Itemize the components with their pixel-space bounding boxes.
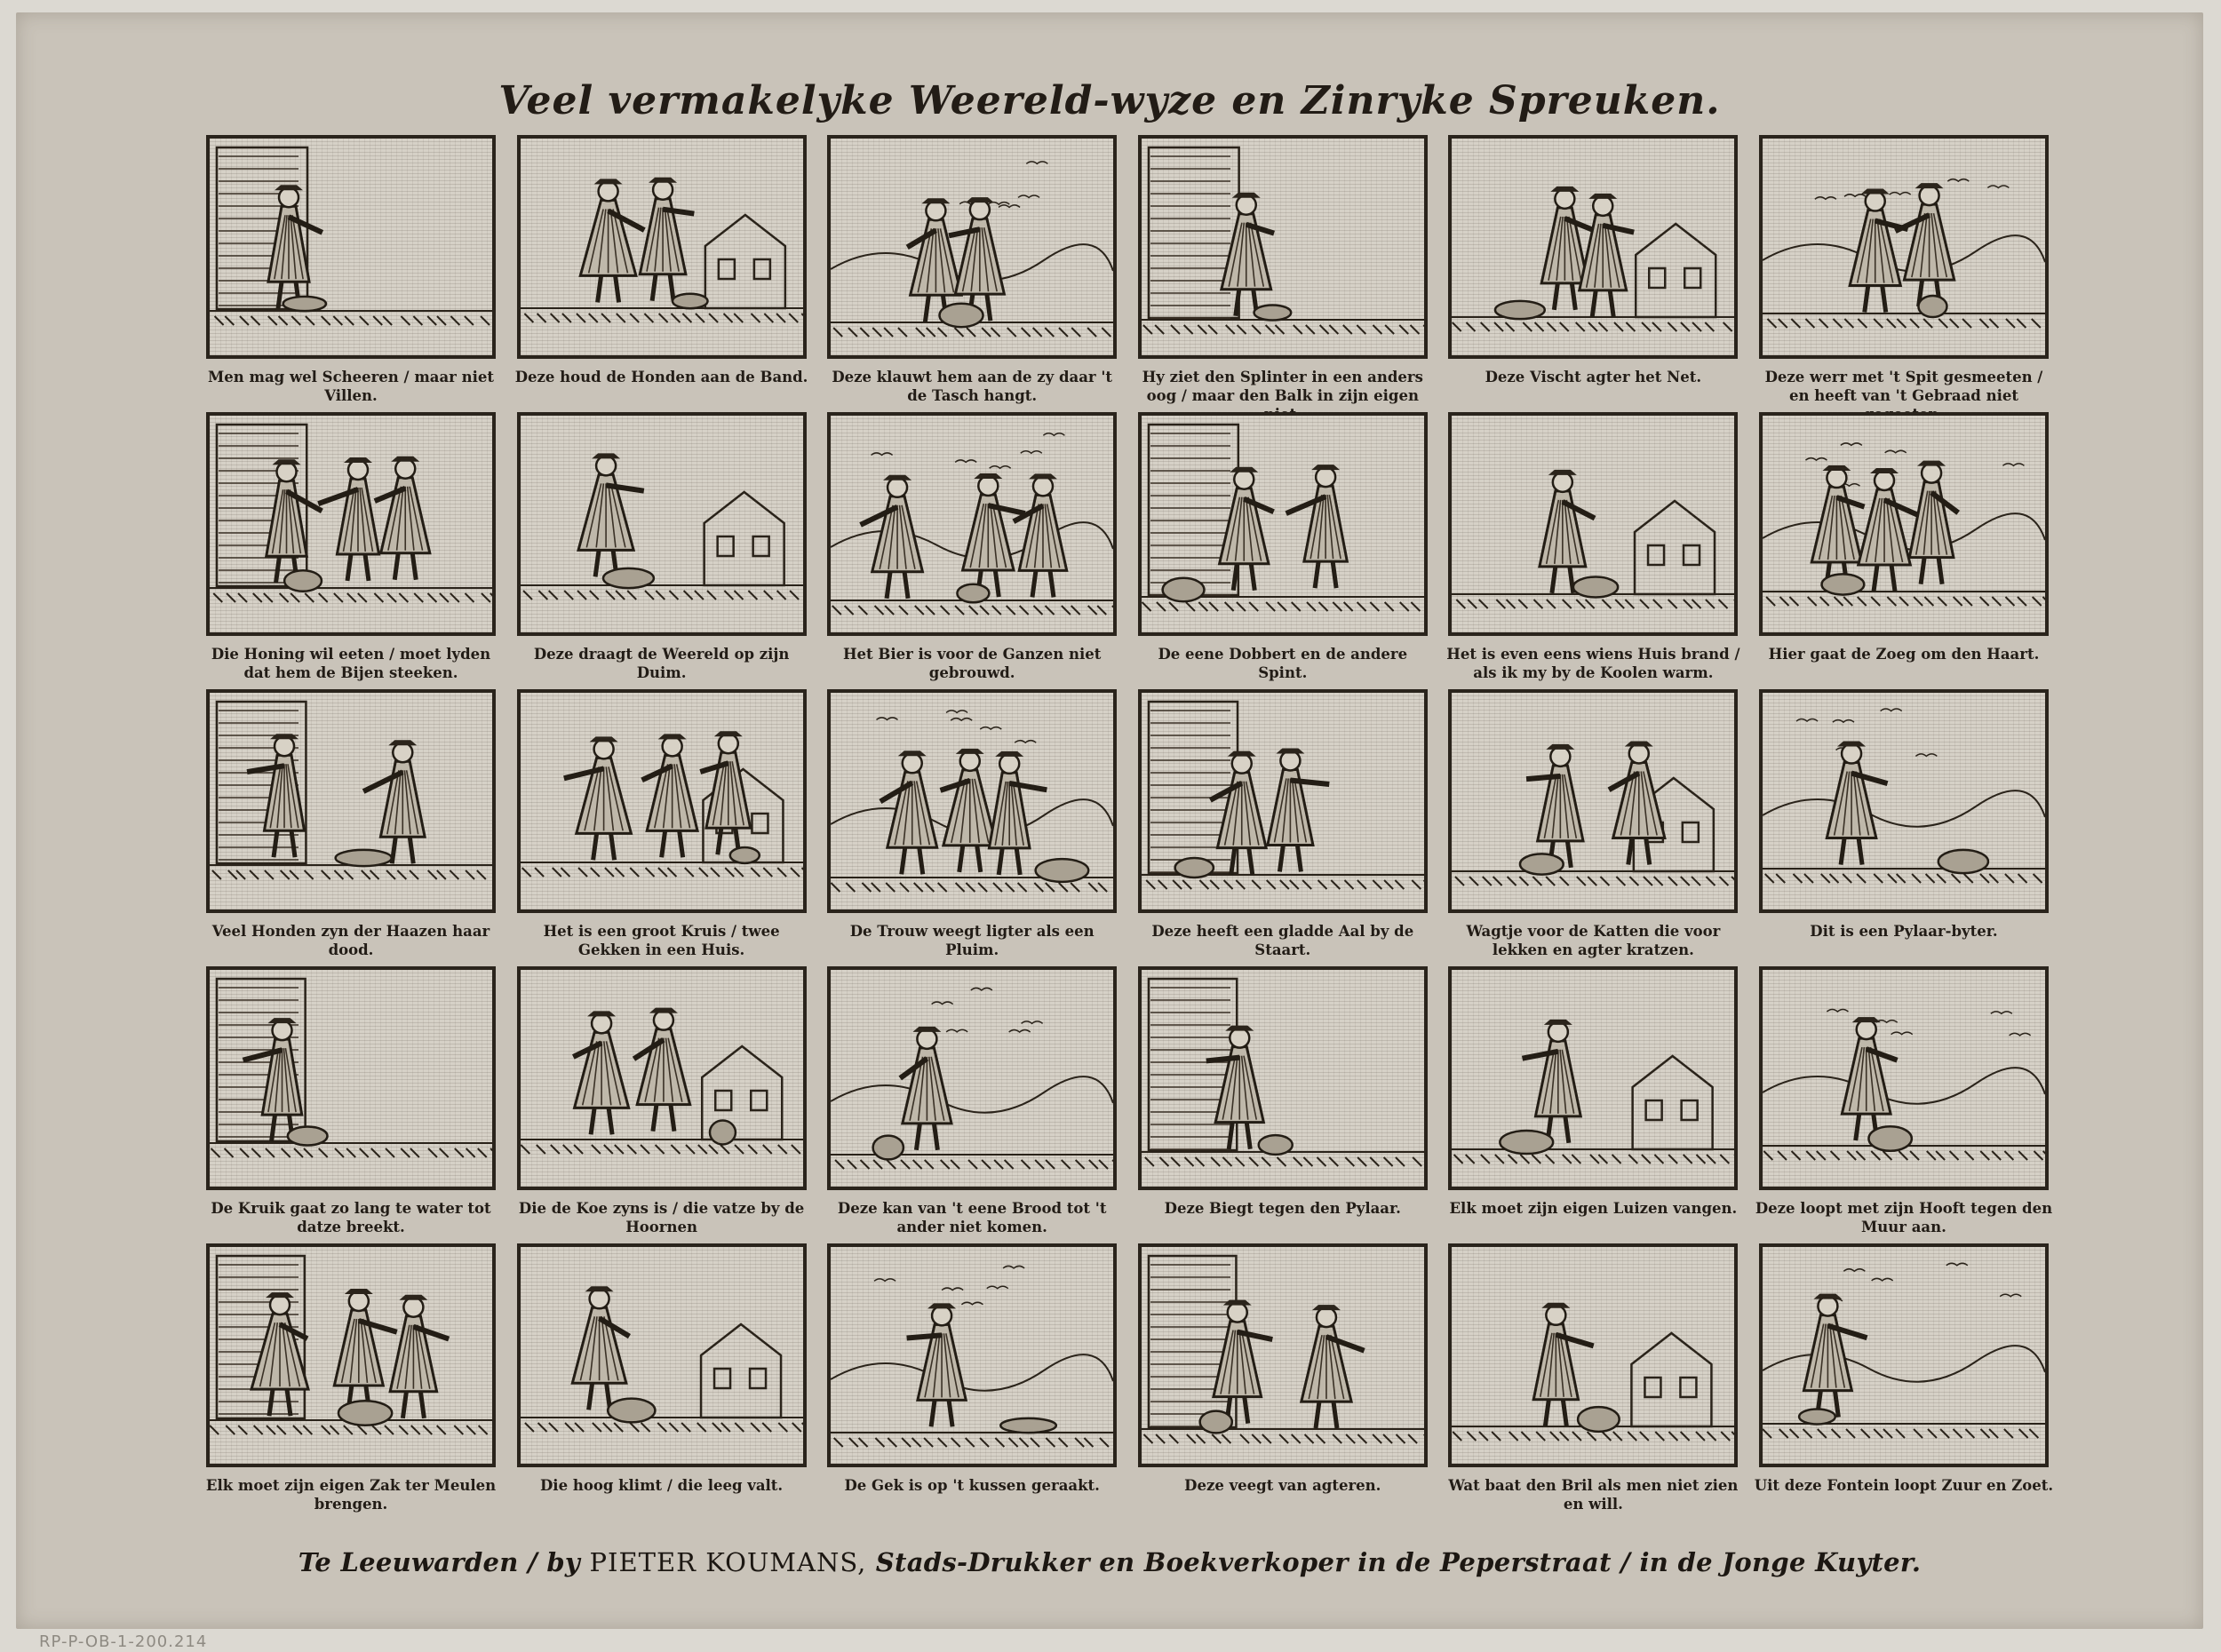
proverb-caption: Die Honing wil eeten / moet lyden dat hem de Bijen steeken. [211,646,491,681]
proverb-cell [517,412,807,689]
proverb-caption: Elk moet zijn eigen Zak ter Meulen brengen. [205,1477,497,1513]
woodcut-shearing-sheep [210,139,492,355]
proverb-cell [827,966,1117,1243]
proverb-caption: Die hoog klimt / die leeg valt. [540,1477,784,1494]
woodcut-illustration [1448,1243,1738,1467]
woodcut-spectacles [1452,1247,1734,1464]
proverb-cell [514,135,808,412]
imprint-printer-name: PIETER KOUMANS, [589,1547,867,1577]
proverb-cell [206,1243,496,1521]
woodcut-illustration [206,689,496,913]
proverb-cell [1759,135,2049,412]
woodcut-illustration [1138,1243,1428,1467]
woodcut-illustration [206,1243,496,1467]
woodcut-illustration [517,135,807,359]
woodcut-fool-on-cushion [831,1247,1113,1464]
woodcut-dogs-on-leash [521,139,803,355]
woodcut-illustration [1138,689,1428,913]
imprint-place: Te Leeuwarden / by [298,1547,581,1577]
woodcut-illustration [517,412,807,636]
woodcut-burning-house [1452,416,1734,632]
woodcut-broken-jug [210,970,492,1187]
inventory-number: RP-P-OB-1-200.214 [39,1632,208,1651]
proverb-caption: Het Bier is voor de Ganzen niet gebrouwd. [842,646,1102,681]
proverb-cell [1448,412,1738,689]
woodcut-scales-feather [831,693,1113,909]
proverb-cell [827,135,1117,412]
woodcut-illustration [827,966,1117,1190]
woodcut-illustration [1138,966,1428,1190]
proverb-grid [205,135,2054,1521]
proverb-caption: Het is een groot Kruis / twee Gekken in een Huis. [543,923,780,958]
imprint-address: Stads-Drukker en Boekverkoper in de Peperstraat / in de Jonge Kuyter. [875,1547,1922,1577]
woodcut-spinning-women [1142,416,1424,632]
proverb-cell [827,689,1117,966]
proverb-caption: Deze heeft een gladde Aal by de Staart. [1151,923,1414,958]
proverb-cell [1448,135,1738,412]
woodcut-illustration [517,966,807,1190]
proverb-cell [517,689,807,966]
page-title: Veel vermakelyke Weereld-wyze en Zinryke Spreuken. [498,78,1721,123]
proverb-caption: Deze houd de Honden aan de Band. [514,369,808,385]
woodcut-splinter-beam [1142,139,1424,355]
proverb-caption: De eene Dobbert en de andere Spint. [1158,646,1408,681]
woodcut-pillar-biter [1763,693,2045,909]
proverb-caption: Elk moet zijn eigen Luizen vangen. [1449,1200,1738,1217]
proverb-cell [827,412,1117,689]
woodcut-eel-by-tail [1142,693,1424,909]
woodcut-illustration [1448,412,1738,636]
woodcut-illustration [1448,135,1738,359]
proverb-caption: Dit is een Pylaar-byter. [1810,923,1998,940]
woodcut-illustration [206,135,496,359]
printed-sheet [16,12,2203,1629]
proverb-cell [206,135,496,412]
proverb-caption: Wat baat den Bril als men niet zien en will. [1448,1477,1739,1513]
woodcut-fountain [1763,1247,2045,1464]
proverb-caption: Hy ziet den Splinter in een anders oog / maar den Balk in zijn eigen [1142,369,1423,404]
proverb-cell [1138,966,1428,1243]
woodcut-fools-in-house [521,693,803,909]
proverb-caption: De Kruik gaat zo lang te water tot datze breekt. [211,1200,491,1235]
proverb-cell [1138,412,1428,689]
woodcut-hounds-hares [210,693,492,909]
proverb-caption: Deze Vischt agter het Net. [1485,369,1702,385]
proverb-caption: Uit deze Fontein loopt Zuur en Zoet. [1754,1477,2054,1494]
proverb-caption: Hier gaat de Zoeg om den Haart. [1768,646,2040,663]
woodcut-cow-by-horns [521,970,803,1187]
proverb-cell [1759,412,2049,689]
woodcut-illustration [827,689,1117,913]
proverb-caption: Die de Koe zyns is / die vatze by de Hoornen [518,1200,805,1235]
proverb-cell [517,1243,807,1521]
woodcut-falling-ladder [521,1247,803,1464]
proverb-caption: Deze veegt van agteren. [1184,1477,1381,1494]
woodcut-embracing-couple [831,139,1113,355]
woodcut-illustration [517,689,807,913]
proverb-cell [1138,689,1428,966]
woodcut-illustration [206,412,496,636]
proverb-cell [1138,135,1428,412]
proverb-caption: Men mag wel Scheeren / maar niet Villen. [208,369,494,404]
proverb-caption: Deze draagt de Weereld op zijn Duim. [533,646,790,681]
publisher-imprint [16,1547,2203,1577]
woodcut-illustration [1759,135,2049,359]
proverb-caption: Deze Biegt tegen den Pylaar. [1164,1200,1401,1217]
woodcut-cats-scratch [1452,693,1734,909]
woodcut-illustration [1138,412,1428,636]
woodcut-confess-pillar [1142,970,1424,1187]
woodcut-sow-at-hearth [1763,416,2045,632]
woodcut-illustration [206,966,496,1190]
woodcut-illustration [1138,135,1428,359]
woodcut-bread-to-bread [831,970,1113,1187]
woodcut-illustration [1759,966,2049,1190]
proverb-caption: Wagtje voor de Katten die voor lekken en agter kratzen. [1466,923,1721,958]
woodcut-illustration [1759,412,2049,636]
woodcut-sack-to-mill [210,1247,492,1464]
proverb-caption: Deze kan van 't eene Brood tot 't ander niet komen. [837,1200,1107,1235]
woodcut-kitchen-spit [1763,139,2045,355]
proverb-cell [1138,1243,1428,1521]
woodcut-illustration [827,1243,1117,1467]
proverb-cell [1754,1243,2054,1521]
proverb-cell [517,966,807,1243]
woodcut-illustration [827,135,1117,359]
proverb-cell [1759,689,2049,966]
woodcut-sweeping-behind [1142,1247,1424,1464]
proverb-caption: Het is even eens wiens Huis brand / als ik my by de Koolen warm. [1446,646,1740,681]
woodcut-illustration [827,412,1117,636]
woodcut-illustration [1759,689,2049,913]
proverb-cell [1448,689,1738,966]
proverb-cell [206,412,496,689]
proverb-caption: Deze werr met 't Spit gesmeeten / en heeft van 't Gebraad niet [1764,369,2043,404]
proverb-caption: Deze loopt met zijn Hooft tegen den Muur aan. [1755,1200,2053,1235]
woodcut-world-on-thumb [521,416,803,632]
woodcut-head-against-wall [1763,970,2045,1187]
woodcut-illustration [1448,966,1738,1190]
proverb-cell [1755,966,2053,1243]
proverb-caption: De Gek is op 't kussen geraakt. [844,1477,1100,1494]
proverb-cell [206,689,496,966]
proverb-caption: De Trouw weegt ligter als een Pluim. [849,923,1095,958]
woodcut-bear-beehive [210,416,492,632]
proverb-cell [206,966,496,1243]
woodcut-illustration [1448,689,1738,913]
proverb-caption: Deze klauwt hem aan de zy daar 't de Tasch hangt. [832,369,1113,404]
woodcut-illustration [517,1243,807,1467]
woodcut-catching-lice [1452,970,1734,1187]
woodcut-illustration [1759,1243,2049,1467]
proverb-cell [827,1243,1117,1521]
proverb-cell [1448,1243,1738,1521]
woodcut-beer-barrel [831,416,1113,632]
proverb-cell [1448,966,1738,1243]
proverb-caption: Veel Honden zyn der Haazen haar dood. [211,923,490,958]
woodcut-fishing-behind-net [1452,139,1734,355]
